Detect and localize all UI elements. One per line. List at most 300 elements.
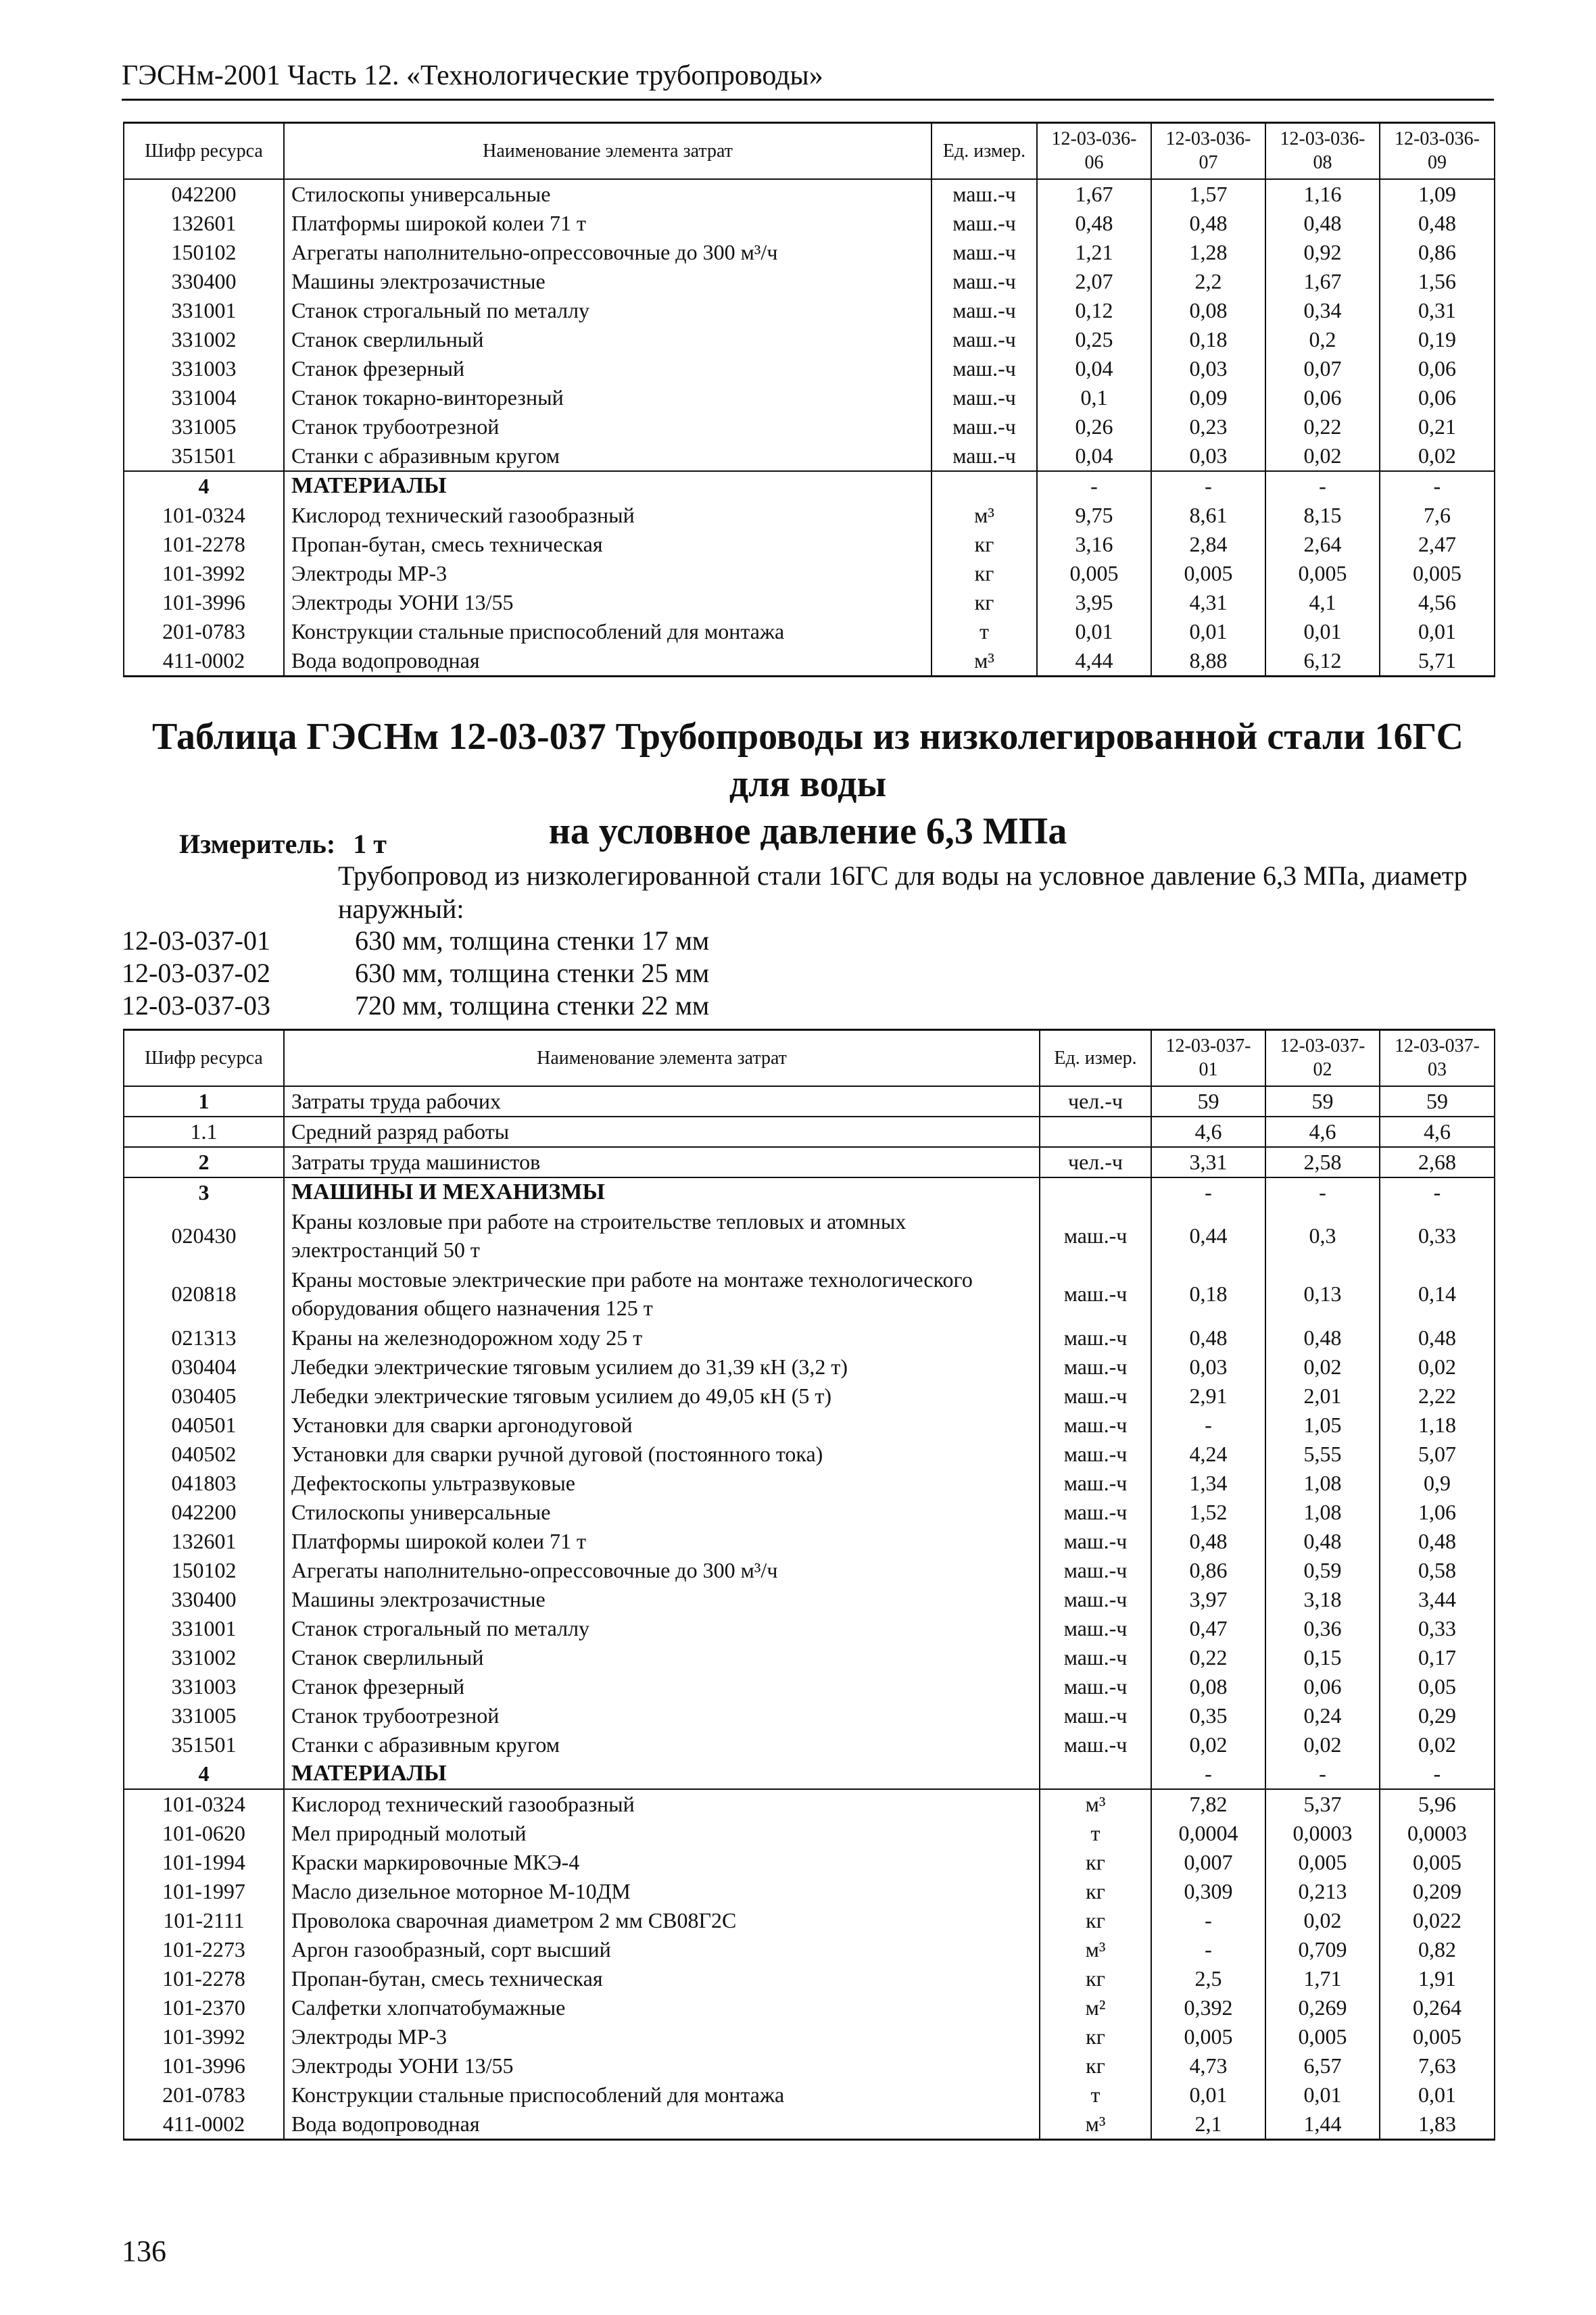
table-row (124, 1964, 1495, 1993)
norm-value: 4,31 (1151, 588, 1265, 617)
norm-value: 1,34 (1151, 1469, 1265, 1498)
norm-value: 1,67 (1037, 179, 1151, 209)
norm-value: 0,26 (1037, 412, 1151, 441)
column-header-code: Шифр ресурса (124, 1030, 284, 1086)
resource-name: Станок трубоотрезной (284, 412, 932, 441)
norm-value: 0,48 (1380, 1323, 1495, 1353)
norm-value: 1,91 (1380, 1964, 1495, 1993)
variant-code: 12-03-037-02 (122, 958, 270, 988)
table-title-line-2: на условное давление 6,3 МПа (548, 810, 1067, 852)
norm-value: 0,01 (1037, 617, 1151, 646)
column-header-norm: 12-03-037-01 (1151, 1030, 1265, 1086)
resource-name: Пропан-бутан, смесь техническая (284, 530, 932, 559)
norm-value: 1,08 (1265, 1498, 1380, 1527)
norm-value: 7,6 (1380, 501, 1495, 530)
resource-name: Мел природный молотый (284, 1819, 1040, 1848)
norm-value: 3,16 (1037, 530, 1151, 559)
table-row (124, 179, 1495, 209)
norm-value: 0,02 (1265, 1353, 1380, 1382)
norm-value: 3,95 (1037, 588, 1151, 617)
norm-value: 1,09 (1380, 179, 1495, 209)
table-row (124, 1643, 1495, 1672)
resource-unit: маш.-ч (1040, 1701, 1151, 1730)
resource-unit: маш.-ч (932, 179, 1037, 209)
resource-code: 101-1997 (124, 1877, 284, 1906)
resource-unit: маш.-ч (932, 354, 1037, 383)
table-row (124, 1117, 1495, 1147)
column-header-norm: 12-03-036-06 (1037, 123, 1151, 179)
norm-value: 4,6 (1380, 1117, 1495, 1147)
resource-unit: т (932, 617, 1037, 646)
resource-code: 030405 (124, 1382, 284, 1411)
variant-line (122, 925, 709, 956)
norm-value: 0,58 (1380, 1556, 1495, 1585)
norm-value: 4,6 (1151, 1117, 1265, 1147)
norm-value: 2,22 (1380, 1382, 1495, 1411)
table-row (124, 1382, 1495, 1411)
norm-value: 4,1 (1265, 588, 1380, 617)
norm-value: 0,06 (1380, 354, 1495, 383)
norm-value: 7,82 (1151, 1789, 1265, 1819)
table-row (124, 354, 1495, 383)
resource-code: 041803 (124, 1469, 284, 1498)
resource-unit: маш.-ч (932, 383, 1037, 412)
norm-value: 1,44 (1265, 2110, 1380, 2140)
resource-code: 331005 (124, 412, 284, 441)
norm-value: - (1151, 471, 1265, 501)
norm-value: 0,005 (1151, 2022, 1265, 2051)
norm-value: 0,264 (1380, 1993, 1495, 2022)
norm-value: 0,05 (1380, 1672, 1495, 1701)
resource-code: 411-0002 (124, 646, 284, 677)
table-row (124, 530, 1495, 559)
resource-table-036 (123, 122, 1495, 677)
norm-value: 0,02 (1265, 1730, 1380, 1759)
resource-unit: маш.-ч (1040, 1411, 1151, 1440)
norm-value: 0,005 (1380, 1848, 1495, 1877)
norm-value: 0,48 (1265, 209, 1380, 238)
resource-unit: чел.-ч (1040, 1086, 1151, 1117)
resource-name: Затраты труда рабочих (284, 1086, 1040, 1117)
norm-value: 0,04 (1037, 354, 1151, 383)
norm-value: 0,47 (1151, 1614, 1265, 1643)
norm-value: 0,48 (1151, 1527, 1265, 1556)
resource-name: МАШИНЫ И МЕХАНИЗМЫ (284, 1177, 1040, 1207)
variant-code: 12-03-037-03 (122, 990, 270, 1021)
table-row (124, 1498, 1495, 1527)
resource-code: 101-0324 (124, 1789, 284, 1819)
resource-name: Салфетки хлопчатобумажные (284, 1993, 1040, 2022)
resource-name: Конструкции стальные приспособлений для монтажа (284, 617, 932, 646)
resource-unit: т (1040, 1819, 1151, 1848)
resource-unit: м² (1040, 1993, 1151, 2022)
resource-code: 020430 (124, 1207, 284, 1265)
resource-name: Конструкции стальные приспособлений для монтажа (284, 2080, 1040, 2110)
resource-name: Станки с абразивным кругом (284, 1730, 1040, 1759)
norm-value: 0,22 (1151, 1643, 1265, 1672)
norm-value: 0,02 (1380, 1730, 1495, 1759)
norm-value: 0,01 (1380, 617, 1495, 646)
table-row (124, 296, 1495, 325)
norm-value: 0,13 (1265, 1265, 1380, 1323)
norm-value: 0,48 (1380, 1527, 1495, 1556)
norm-value: 0,06 (1380, 383, 1495, 412)
table-row (124, 617, 1495, 646)
resource-name: Платформы широкой колеи 71 т (284, 209, 932, 238)
resource-code: 040502 (124, 1440, 284, 1469)
norm-value: 0,0004 (1151, 1819, 1265, 1848)
table-row (124, 412, 1495, 441)
column-header-norm: 12-03-036-08 (1265, 123, 1380, 179)
norm-value: 0,04 (1037, 441, 1151, 471)
norm-value: - (1037, 471, 1151, 501)
table-row (124, 501, 1495, 530)
resource-unit: маш.-ч (1040, 1672, 1151, 1701)
resource-name: Станок фрезерный (284, 1672, 1040, 1701)
table-row (124, 1147, 1495, 1177)
norm-value: 0,17 (1380, 1643, 1495, 1672)
norm-value: 2,68 (1380, 1147, 1495, 1177)
resource-name: МАТЕРИАЛЫ (284, 1759, 1040, 1789)
table-row (124, 588, 1495, 617)
table-row (124, 1730, 1495, 1759)
resource-code: 411-0002 (124, 2110, 284, 2140)
column-header-name: Наименование элемента затрат (284, 123, 932, 179)
resource-name: Аргон газообразный, сорт высший (284, 1935, 1040, 1964)
table-row (124, 1585, 1495, 1614)
resource-name: Станок токарно-винторезный (284, 383, 932, 412)
resource-name: Станок строгальный по металлу (284, 1614, 1040, 1643)
norm-value: 0,709 (1265, 1935, 1380, 1964)
resource-name: Вода водопроводная (284, 2110, 1040, 2140)
norm-value: 0,33 (1380, 1207, 1495, 1265)
resource-name: Краски маркировочные МКЭ-4 (284, 1848, 1040, 1877)
norm-value: 0,01 (1265, 2080, 1380, 2110)
resource-code: 330400 (124, 267, 284, 296)
resource-unit (1040, 1117, 1151, 1147)
norm-value: 2,1 (1151, 2110, 1265, 2140)
norm-value: 2,58 (1265, 1147, 1380, 1177)
norm-value: 0,392 (1151, 1993, 1265, 2022)
norm-value: 5,71 (1380, 646, 1495, 677)
norm-value: 5,96 (1380, 1789, 1495, 1819)
norm-value: 0,25 (1037, 325, 1151, 354)
resource-unit: маш.-ч (1040, 1353, 1151, 1382)
table-row (124, 1556, 1495, 1585)
resource-name: Установки для сварки аргонодуговой (284, 1411, 1040, 1440)
resource-code: 351501 (124, 441, 284, 471)
resource-code: 331002 (124, 1643, 284, 1672)
norm-value: 1,56 (1380, 267, 1495, 296)
table-row (124, 1411, 1495, 1440)
table-row (124, 1353, 1495, 1382)
resource-code: 331003 (124, 1672, 284, 1701)
resource-code: 331003 (124, 354, 284, 383)
norm-value: 0,01 (1265, 617, 1380, 646)
resource-code: 101-2278 (124, 530, 284, 559)
resource-code: 132601 (124, 209, 284, 238)
resource-name: Машины электрозачистные (284, 267, 932, 296)
resource-name: Станки с абразивным кругом (284, 441, 932, 471)
norm-value: 6,57 (1265, 2051, 1380, 2080)
norm-value: 1,71 (1265, 1964, 1380, 1993)
norm-value: 0,005 (1380, 2022, 1495, 2051)
norm-value: 0,1 (1037, 383, 1151, 412)
table-row (124, 441, 1495, 471)
table-row (124, 2110, 1495, 2140)
resource-code: 101-1994 (124, 1848, 284, 1877)
norm-value: 0,03 (1151, 1353, 1265, 1382)
measurement-unit (179, 828, 387, 860)
resource-code: 331001 (124, 296, 284, 325)
norm-value: 7,63 (1380, 2051, 1495, 2080)
norm-value: 0,02 (1265, 1906, 1380, 1935)
norm-value: 5,07 (1380, 1440, 1495, 1469)
norm-value: 0,59 (1265, 1556, 1380, 1585)
column-header-norm: 12-03-037-03 (1380, 1030, 1495, 1086)
norm-value: - (1380, 1759, 1495, 1789)
column-header-norm: 12-03-036-07 (1151, 123, 1265, 179)
resource-unit: кг (1040, 1906, 1151, 1935)
table-row (124, 1469, 1495, 1498)
resource-unit: кг (1040, 1964, 1151, 1993)
norm-value: 0,48 (1151, 1323, 1265, 1353)
norm-value: 1,08 (1265, 1469, 1380, 1498)
page-number: 136 (122, 2235, 166, 2268)
resource-unit: м³ (932, 501, 1037, 530)
norm-value: 0,82 (1380, 1935, 1495, 1964)
resource-code: 132601 (124, 1527, 284, 1556)
table-row (124, 1789, 1495, 1819)
resource-unit: м³ (1040, 2110, 1151, 2140)
resource-name: Станок фрезерный (284, 354, 932, 383)
table-row (124, 1906, 1495, 1935)
table-row (124, 238, 1495, 267)
norm-value: 2,2 (1151, 267, 1265, 296)
resource-unit: маш.-ч (932, 267, 1037, 296)
norm-value: 0,9 (1380, 1469, 1495, 1498)
norm-value: 1,83 (1380, 2110, 1495, 2140)
table-row (124, 1672, 1495, 1701)
resource-code: 042200 (124, 1498, 284, 1527)
norm-value: 4,6 (1265, 1117, 1380, 1147)
norm-value: 8,15 (1265, 501, 1380, 530)
norm-value: 0,23 (1151, 412, 1265, 441)
norm-value: 0,2 (1265, 325, 1380, 354)
norm-value: 0,0003 (1265, 1819, 1380, 1848)
table-row (124, 1440, 1495, 1469)
resource-unit: маш.-ч (1040, 1498, 1151, 1527)
resource-name: Лебедки электрические тяговым усилием до 49,05 кН (5 т) (284, 1382, 1040, 1411)
resource-table-037 (123, 1029, 1495, 2141)
resource-code: 201-0783 (124, 2080, 284, 2110)
norm-value: 0,06 (1265, 1672, 1380, 1701)
table-row (124, 1323, 1495, 1353)
table-row (124, 1935, 1495, 1964)
resource-name: Стилоскопы универсальные (284, 1498, 1040, 1527)
norm-value: 0,005 (1265, 559, 1380, 588)
resource-code: 101-2273 (124, 1935, 284, 1964)
resource-name: Масло дизельное моторное М-10ДМ (284, 1877, 1040, 1906)
resource-name: Затраты труда машинистов (284, 1147, 1040, 1177)
column-header-norm: 12-03-036-09 (1380, 123, 1495, 179)
table-row (124, 209, 1495, 238)
resource-unit: маш.-ч (932, 325, 1037, 354)
table-row (124, 1701, 1495, 1730)
norm-value: - (1151, 1759, 1265, 1789)
resource-unit: чел.-ч (1040, 1147, 1151, 1177)
norm-value: 0,309 (1151, 1877, 1265, 1906)
resource-code: 4 (124, 1759, 284, 1789)
resource-name: Пропан-бутан, смесь техническая (284, 1964, 1040, 1993)
norm-value: 0,005 (1151, 559, 1265, 588)
resource-unit: маш.-ч (1040, 1207, 1151, 1265)
norm-value: 3,97 (1151, 1585, 1265, 1614)
column-header-name: Наименование элемента затрат (284, 1030, 1040, 1086)
resource-code: 101-0620 (124, 1819, 284, 1848)
norm-value: 59 (1151, 1086, 1265, 1117)
norm-value: 1,52 (1151, 1498, 1265, 1527)
norm-value: 0,269 (1265, 1993, 1380, 2022)
table-row (124, 1265, 1495, 1323)
norm-value: 8,88 (1151, 646, 1265, 677)
resource-name: Платформы широкой колеи 71 т (284, 1527, 1040, 1556)
resource-code: 042200 (124, 179, 284, 209)
norm-value: 59 (1380, 1086, 1495, 1117)
variant-text: 630 мм, толщина стенки 25 мм (355, 958, 710, 988)
resource-name: Средний разряд работы (284, 1117, 1040, 1147)
norm-value: 0,18 (1151, 325, 1265, 354)
table-row (124, 1614, 1495, 1643)
resource-code: 020818 (124, 1265, 284, 1323)
resource-code: 4 (124, 471, 284, 501)
norm-value: 0,48 (1265, 1527, 1380, 1556)
norm-value: 0,01 (1151, 617, 1265, 646)
resource-name: Станок сверлильный (284, 1643, 1040, 1672)
norm-value: 9,75 (1037, 501, 1151, 530)
norm-value: 4,56 (1380, 588, 1495, 617)
resource-unit: маш.-ч (1040, 1440, 1151, 1469)
norm-value: 0,005 (1037, 559, 1151, 588)
resource-name: Краны мостовые электрические при работе на монтаже технологического оборудования общего назначения 125 т (284, 1265, 1040, 1323)
norm-value: 2,01 (1265, 1382, 1380, 1411)
resource-code: 331004 (124, 383, 284, 412)
norm-value: 0,14 (1380, 1265, 1495, 1323)
norm-value: 3,18 (1265, 1585, 1380, 1614)
resource-unit: т (1040, 2080, 1151, 2110)
section-row (124, 1759, 1495, 1789)
norm-value: 1,57 (1151, 179, 1265, 209)
norm-value: 0,48 (1151, 209, 1265, 238)
resource-code: 351501 (124, 1730, 284, 1759)
resource-name: Электроды МР-3 (284, 559, 932, 588)
table-row (124, 325, 1495, 354)
norm-value: 0,86 (1380, 238, 1495, 267)
norm-value: 0,19 (1380, 325, 1495, 354)
resource-unit: маш.-ч (932, 209, 1037, 238)
resource-code: 101-3996 (124, 588, 284, 617)
resource-unit: м³ (1040, 1789, 1151, 1819)
resource-code: 101-2370 (124, 1993, 284, 2022)
norm-value: 0,18 (1151, 1265, 1265, 1323)
variant-text: 720 мм, толщина стенки 22 мм (355, 990, 710, 1021)
resource-name: Агрегаты наполнительно-опрессовочные до 300 м³/ч (284, 238, 932, 267)
variant-code: 12-03-037-01 (122, 925, 270, 956)
table-row (124, 1848, 1495, 1877)
norm-value: - (1380, 471, 1495, 501)
norm-value: 1,05 (1265, 1411, 1380, 1440)
resource-unit: кг (932, 588, 1037, 617)
norm-value: 0,92 (1265, 238, 1380, 267)
norm-value: 0,02 (1380, 1353, 1495, 1382)
resource-name: Вода водопроводная (284, 646, 932, 677)
resource-name: Стилоскопы универсальные (284, 179, 932, 209)
resource-code: 101-0324 (124, 501, 284, 530)
resource-name: Краны на железнодорожном ходу 25 т (284, 1323, 1040, 1353)
resource-code: 331002 (124, 325, 284, 354)
norm-value: - (1151, 1411, 1265, 1440)
resource-unit: кг (1040, 1848, 1151, 1877)
norm-value: 0,209 (1380, 1877, 1495, 1906)
norm-value: 0,08 (1151, 1672, 1265, 1701)
resource-name: Станок трубоотрезной (284, 1701, 1040, 1730)
resource-unit: маш.-ч (1040, 1643, 1151, 1672)
norm-value: 0,36 (1265, 1614, 1380, 1643)
norm-value: 0,29 (1380, 1701, 1495, 1730)
norm-value: 0,21 (1380, 412, 1495, 441)
norm-value: 0,08 (1151, 296, 1265, 325)
resource-name: Агрегаты наполнительно-опрессовочные до 300 м³/ч (284, 1556, 1040, 1585)
norm-value: 1,67 (1265, 267, 1380, 296)
resource-unit: маш.-ч (1040, 1323, 1151, 1353)
norm-value: - (1265, 1759, 1380, 1789)
norm-value: - (1380, 1177, 1495, 1207)
norm-value: 59 (1265, 1086, 1380, 1117)
table-row (124, 646, 1495, 677)
resource-name: Станок сверлильный (284, 325, 932, 354)
measurement-value: 1 т (353, 829, 387, 859)
norm-value: 0,03 (1151, 441, 1265, 471)
resource-name: Кислород технический газообразный (284, 501, 932, 530)
resource-name: Дефектоскопы ультразвуковые (284, 1469, 1040, 1498)
norm-value: 2,07 (1037, 267, 1151, 296)
norm-value: - (1265, 471, 1380, 501)
norm-value: 1,18 (1380, 1411, 1495, 1440)
resource-unit: маш.-ч (932, 412, 1037, 441)
norm-value: 1,06 (1380, 1498, 1495, 1527)
column-header-code: Шифр ресурса (124, 123, 284, 179)
resource-code: 040501 (124, 1411, 284, 1440)
variant-line (122, 990, 709, 1021)
norm-value: 5,55 (1265, 1440, 1380, 1469)
resource-unit: маш.-ч (1040, 1382, 1151, 1411)
resource-unit: маш.-ч (932, 238, 1037, 267)
norm-value: 0,007 (1151, 1848, 1265, 1877)
norm-value: 0,09 (1151, 383, 1265, 412)
norm-value: 8,61 (1151, 501, 1265, 530)
resource-unit: маш.-ч (1040, 1556, 1151, 1585)
table-row (124, 2080, 1495, 2110)
norm-value: 3,44 (1380, 1585, 1495, 1614)
norm-value: 0,02 (1265, 441, 1380, 471)
table-row (124, 1993, 1495, 2022)
table-row (124, 1819, 1495, 1848)
norm-value: 5,37 (1265, 1789, 1380, 1819)
table-row (124, 383, 1495, 412)
resource-code: 201-0783 (124, 617, 284, 646)
norm-value: 0,12 (1037, 296, 1151, 325)
resource-unit: маш.-ч (1040, 1614, 1151, 1643)
